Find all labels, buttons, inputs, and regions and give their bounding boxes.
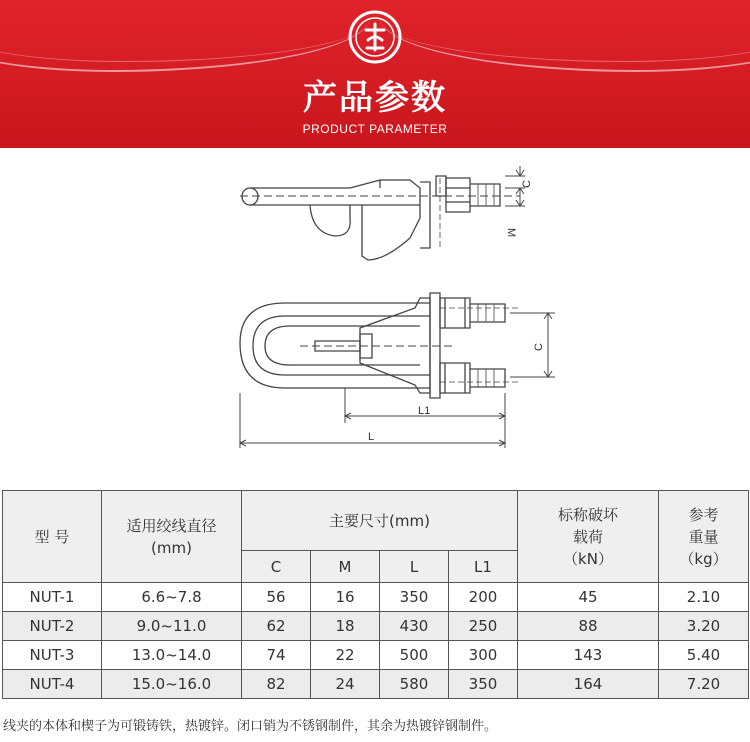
banner-swoosh — [380, 0, 750, 62]
table-row — [3, 670, 749, 699]
material-footnote: 线夹的本体和楔子为可锻铸铁，热镀锌。闭口销为不锈钢制件，其余为热镀锌钢制件。 — [3, 719, 498, 734]
banner-swoosh — [0, 0, 370, 62]
cell-model: NUT-2 — [3, 612, 102, 641]
header-breaking-load — [518, 491, 659, 583]
header-model: 型 号 — [3, 491, 102, 583]
cell-diameter: 9.0~11.0 — [102, 612, 242, 641]
cell-l1: 350 — [449, 670, 518, 699]
header-weight — [659, 491, 749, 583]
dim-label-m: M — [505, 228, 517, 238]
cell-diameter: 15.0~16.0 — [102, 670, 242, 699]
cell-c: 56 — [242, 583, 311, 612]
page-subtitle: PRODUCT PARAMETER — [302, 122, 448, 136]
cell-load: 143 — [518, 641, 659, 670]
cell-l: 500 — [380, 641, 449, 670]
cell-m: 24 — [311, 670, 380, 699]
cell-weight: 2.10 — [659, 583, 749, 612]
cell-m: 22 — [311, 641, 380, 670]
header-diameter — [102, 491, 242, 583]
dim-label-c-top: C — [521, 180, 533, 188]
header-weight-line2: 重量 — [688, 527, 719, 546]
product-parameter-table — [2, 490, 749, 699]
header-sub-c: C — [242, 551, 311, 583]
header-weight-line3: （kg） — [679, 549, 728, 568]
cell-model: NUT-3 — [3, 641, 102, 670]
cell-load: 88 — [518, 612, 659, 641]
header-banner — [0, 0, 750, 148]
header-weight-line1: 参考 — [688, 505, 719, 524]
header-sub-l1: L1 — [449, 551, 518, 583]
header-diameter-line2: (mm) — [151, 538, 192, 557]
header-breaking-line3: （kN） — [563, 549, 613, 568]
header-sub-m: M — [311, 551, 380, 583]
cell-c: 62 — [242, 612, 311, 641]
cell-l1: 300 — [449, 641, 518, 670]
header-main-size: 主要尺寸(mm) — [242, 491, 518, 551]
cell-weight: 5.40 — [659, 641, 749, 670]
cell-load: 164 — [518, 670, 659, 699]
table-row — [3, 612, 749, 641]
cell-l: 350 — [380, 583, 449, 612]
cell-diameter: 6.6~7.8 — [102, 583, 242, 612]
cell-load: 45 — [518, 583, 659, 612]
table-row — [3, 583, 749, 612]
cell-m: 18 — [311, 612, 380, 641]
cell-l: 430 — [380, 612, 449, 641]
dim-label-l1: L1 — [418, 405, 431, 417]
clamp-side-view — [240, 176, 520, 260]
page-title: 产品参数 — [303, 78, 447, 118]
header-breaking-line2: 载荷 — [572, 527, 603, 546]
header-diameter-line1: 适用绞线直径 — [126, 516, 217, 535]
header-sub-l: L — [380, 551, 449, 583]
cell-l1: 200 — [449, 583, 518, 612]
cell-l: 580 — [380, 670, 449, 699]
cell-c: 74 — [242, 641, 311, 670]
dim-label-l: L — [368, 431, 375, 443]
cell-weight: 3.20 — [659, 612, 749, 641]
cell-model: NUT-1 — [3, 583, 102, 612]
brand-logo — [348, 10, 402, 64]
cell-weight: 7.20 — [659, 670, 749, 699]
cell-m: 16 — [311, 583, 380, 612]
cell-c: 82 — [242, 670, 311, 699]
cell-diameter: 13.0~14.0 — [102, 641, 242, 670]
dim-label-c-side: C — [533, 343, 545, 351]
clamp-plan-view — [240, 293, 520, 398]
technical-drawing — [0, 148, 750, 484]
table-row — [3, 641, 749, 670]
cell-l1: 250 — [449, 612, 518, 641]
cell-model: NUT-4 — [3, 670, 102, 699]
header-breaking-line1: 标称破坏 — [557, 505, 618, 524]
